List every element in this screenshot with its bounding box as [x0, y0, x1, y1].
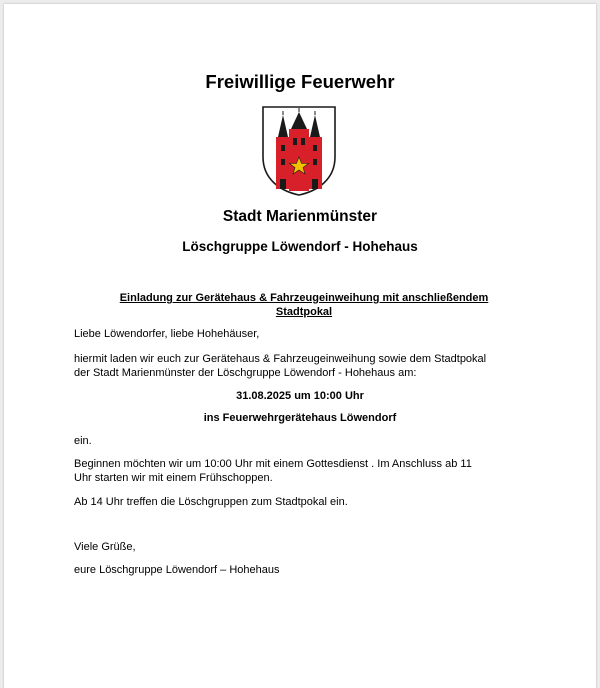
coat-of-arms-icon	[260, 105, 338, 197]
organization-title: Freiwillige Feuerwehr	[205, 71, 395, 92]
closing: Viele Grüße,	[74, 541, 136, 553]
ein-text: ein.	[74, 435, 92, 447]
schedule-line-2: Uhr starten wir mit einem Frühschoppen.	[74, 472, 273, 484]
intro-paragraph	[74, 352, 544, 380]
event-date-time: 31.08.2025 um 10:00 Uhr	[236, 390, 364, 402]
greeting: Liebe Löwendorfer, liebe Hohehäuser,	[74, 328, 260, 340]
cup-paragraph: Ab 14 Uhr treffen die Löschgruppen zum Stadtpokal ein.	[74, 496, 348, 508]
headline-line-1: Einladung zur Gerätehaus & Fahrzeugeinweihung mit anschließendem	[119, 292, 489, 304]
signature: eure Löschgruppe Löwendorf – Hohehaus	[74, 564, 280, 576]
headline-line-2: Stadtpokal	[275, 306, 333, 318]
document-page	[4, 4, 596, 688]
city-name: Stadt Marienmünster	[222, 208, 378, 225]
intro-line-1: hiermit laden wir euch zur Gerätehaus & Fahrzeugeinweihung sowie dem Stadtpokal	[74, 353, 487, 365]
intro-line-2: der Stadt Marienmünster der Löschgruppe Löwendorf - Hohehaus am:	[74, 367, 417, 379]
schedule-line-1: Beginnen möchten wir um 10:00 Uhr mit einem Gottesdienst . Im Anschluss ab 11	[74, 458, 472, 470]
invitation-headline	[94, 291, 514, 319]
event-location: ins Feuerwehrgerätehaus Löwendorf	[203, 412, 397, 424]
group-name: Löschgruppe Löwendorf - Hohehaus	[182, 239, 418, 254]
schedule-paragraph	[74, 457, 544, 485]
document-content	[4, 4, 596, 688]
